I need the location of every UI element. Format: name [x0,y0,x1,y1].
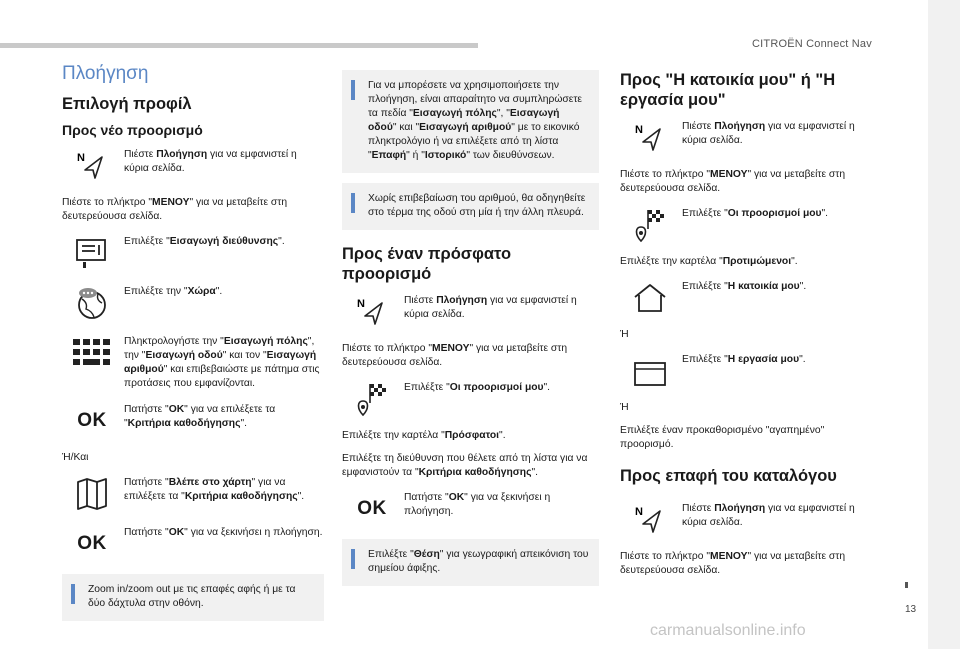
heading-contact: Προς επαφή του καταλόγου [620,467,837,485]
step-favorites-tab: Επιλέξτε την καρτέλα "Προτιμώμενοι". [620,256,798,267]
page-marker [905,582,908,588]
ok-button-icon: OK [77,533,107,554]
step-select-address: Επιλέξτε "Εισαγωγή διεύθυνσης". [62,233,324,273]
step-type-city-street-number: Πληκτρολογήστε την "Εισαγωγή πόλης", την "Εισαγωγή οδού" και τον "Εισαγωγή αριθμού" και επιβεβαιώστε με πάτημα στις προτάσεις που εμφανίζονται. [62,333,324,391]
country-globe-icon [72,283,112,323]
svg-text:N: N [635,506,643,518]
svg-text:N: N [357,298,365,310]
section-title: Πλοήγηση [62,63,149,84]
page-margin-strip [928,0,960,649]
step-press-menu: Πιέστε το πλήκτρο "ΜΕΝΟΥ" για να μεταβείτε στη δευτερεύουσα σελίδα. [620,169,846,194]
column-1 [62,58,324,631]
step-my-destinations: Επιλέξτε "Οι προορισμοί μου". [342,379,599,419]
top-rule [0,43,478,48]
nav-arrow-icon [352,292,392,332]
heading-home-work: Προς "Η κατοικία μου" ή "Η εργασία μου" [620,71,836,109]
or-and-text: Ή/Και [62,452,89,463]
map-icon [72,474,112,514]
step-press-navigation: N Πιέστε Πλοήγηση για να εμφανιστεί η κύρια σελίδα. [62,146,324,186]
work-icon [630,351,670,391]
heading-new-destination: Προς νέο προορισμό [62,122,203,138]
svg-text:N: N [635,124,643,136]
ok-button-icon: OK [77,410,107,431]
note-no-number: Χωρίς επιβεβαίωση του αριθμού, θα οδηγηθείτε στο τέρμα της οδού στη μία ή την άλλη πλευρά. [342,183,599,230]
step-press-menu: Πιέστε το πλήκτρο "ΜΕΝΟΥ" για να μεταβείτε στη δευτερεύουσα σελίδα. [62,197,288,222]
note-fields-required: Για να μπορέσετε να χρησιμοποιήσετε την πλοήγηση, είναι απαραίτητο να συμπληρώσετε τα πεδία "Εισαγωγή πόλης", "Εισαγωγή οδού" και "Εισαγωγή αριθμού" με το εικονικό πληκτρολόγιο ή να επιλέξετε από τη λίστα "Επαφή" ή "Ιστορικό" των διευθύνσεων. [342,70,599,173]
destination-flag-icon [630,205,670,245]
heading-profile: Επιλογή προφίλ [62,95,192,113]
nav-arrow-icon [630,118,670,158]
step-select-country: Επιλέξτε την "Χώρα". [62,283,324,323]
nav-arrow-icon [630,500,670,540]
step-press-navigation: N Πιέστε Πλοήγηση για να εμφανιστεί η κύρια σελίδα. [620,500,875,540]
step-select-address-list: Επιλέξτε τη διεύθυνση που θέλετε από τη λίστα για να εμφανιστούν τα "Κριτήρια καθοδήγησης". [342,453,588,478]
step-ok-start: OK Πατήστε "OK" για να ξεκινήσει η πλοήγηση. [342,489,599,529]
page-number: 13 [905,604,917,615]
heading-recent-destination: Προς έναν πρόσφατο προορισμό [342,245,512,283]
keyboard-icon [72,333,112,373]
step-press-navigation: N Πιέστε Πλοήγηση για να εμφανιστεί η κύρια σελίδα. [342,292,599,332]
note-zoom: Zoom in/zoom out με τις επαφές αφής ή με τα δύο δάχτυλα στην οθόνη. [62,574,324,621]
header-title: CITROËN Connect Nav [752,38,872,50]
address-input-icon [72,233,112,273]
step-press-menu: Πιέστε το πλήκτρο "ΜΕΝΟΥ" για να μεταβείτε στη δευτερεύουσα σελίδα. [342,343,568,368]
column-2 [342,70,599,596]
ok-button-icon: OK [357,498,387,519]
step-my-work: Επιλέξτε "Η εργασία μου". [620,351,875,391]
svg-text:N: N [77,152,85,164]
step-ok-criteria: OK Πατήστε "OK" για να επιλέξετε τα "Κριτήρια καθοδήγησης". [62,401,324,441]
step-my-destinations: Επιλέξτε "Οι προορισμοί μου". [620,205,875,245]
step-view-on-map: Πατήστε "Βλέπε στο χάρτη" για να επιλέξετε τα "Κριτήρια καθοδήγησης". [62,474,324,514]
step-recent-tab: Επιλέξτε την καρτέλα "Πρόσφατοι". [342,430,506,441]
step-ok-start: OK Πατήστε "OK" για να ξεκινήσει η πλοήγηση. [62,524,324,564]
column-3 [620,64,875,587]
or-text: Ή [620,402,629,413]
step-favorite-destination: Επιλέξτε έναν προκαθορισμένο "αγαπημένο" προορισμό. [620,425,825,450]
step-my-home: Επιλέξτε "Η κατοικία μου". [620,278,875,318]
destination-flag-icon [352,379,392,419]
note-position: Επιλέξτε "Θέση" για γεωγραφική απεικόνιση του σημείου άφιξης. [342,539,599,586]
watermark: carmanualsonline.info [650,622,806,639]
step-press-menu: Πιέστε το πλήκτρο "ΜΕΝΟΥ" για να μεταβείτε στη δευτερεύουσα σελίδα. [620,551,846,576]
home-icon [630,278,670,318]
step-press-navigation: N Πιέστε Πλοήγηση για να εμφανιστεί η κύρια σελίδα. [620,118,875,158]
or-text: Ή [620,329,629,340]
nav-arrow-icon [72,146,112,186]
